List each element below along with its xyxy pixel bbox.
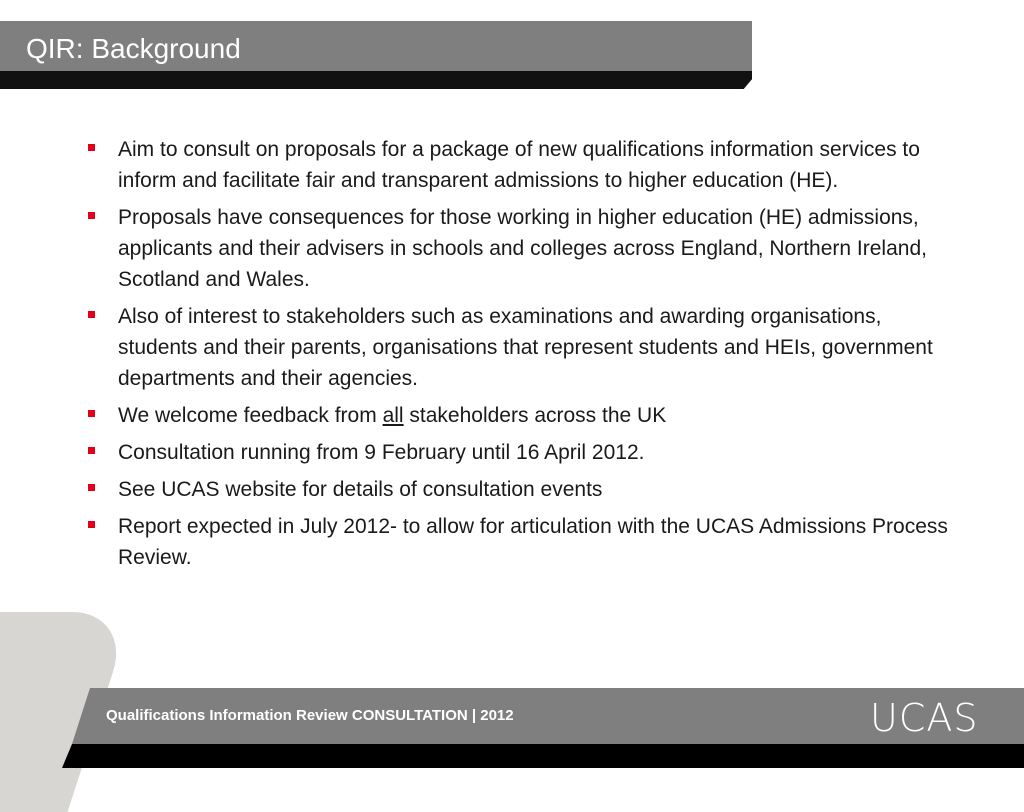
square-bullet-icon (88, 410, 95, 417)
bullet-item (86, 437, 966, 468)
square-bullet-icon (88, 212, 95, 219)
slide-title: QIR: Background (26, 33, 241, 64)
bullet-text: Consultation running from 9 February until 16 April 2012. (118, 441, 645, 464)
bullet-text-underlined: all (382, 404, 404, 427)
square-bullet-icon (88, 521, 95, 528)
bullet-item (86, 474, 966, 505)
bullet-text: Report expected in July 2012- to allow for articulation with the UCAS Admissions Process Review. (118, 515, 948, 569)
footer-text: Qualifications Information Review CONSULTATION | 2012 (106, 707, 514, 724)
bullet-text: Proposals have consequences for those working in higher education (HE) admissions, applicants and their advisers in schools and colleges across England, Northern Ireland, Scotland and Wales. (118, 206, 927, 291)
bullet-text-before: We welcome feedback from (118, 404, 383, 427)
square-bullet-icon (88, 447, 95, 454)
bullet-item (86, 400, 966, 431)
bullet-text: Aim to consult on proposals for a package of new qualifications information services to inform and facilitate fair and transparent admissions to higher education (HE). (118, 138, 920, 192)
bullet-item (86, 511, 966, 573)
bullet-text: Also of interest to stakeholders such as examinations and awarding organisations, students and their parents, organisations that represent students and HEIs, government departments and their agencies. (118, 305, 933, 390)
square-bullet-icon (88, 144, 95, 151)
bullet-text-after: stakeholders across the UK (403, 404, 667, 427)
square-bullet-icon (88, 484, 95, 491)
bullet-item (86, 202, 966, 295)
bullet-item (86, 134, 966, 196)
bullet-text: See UCAS website for details of consultation events (118, 478, 603, 501)
bullet-list (86, 134, 966, 579)
square-bullet-icon (88, 311, 95, 318)
footer-base-bar (0, 744, 1024, 768)
ucas-logo: UCAS (870, 696, 979, 740)
title-underbar (0, 71, 752, 89)
bullet-item (86, 301, 966, 394)
